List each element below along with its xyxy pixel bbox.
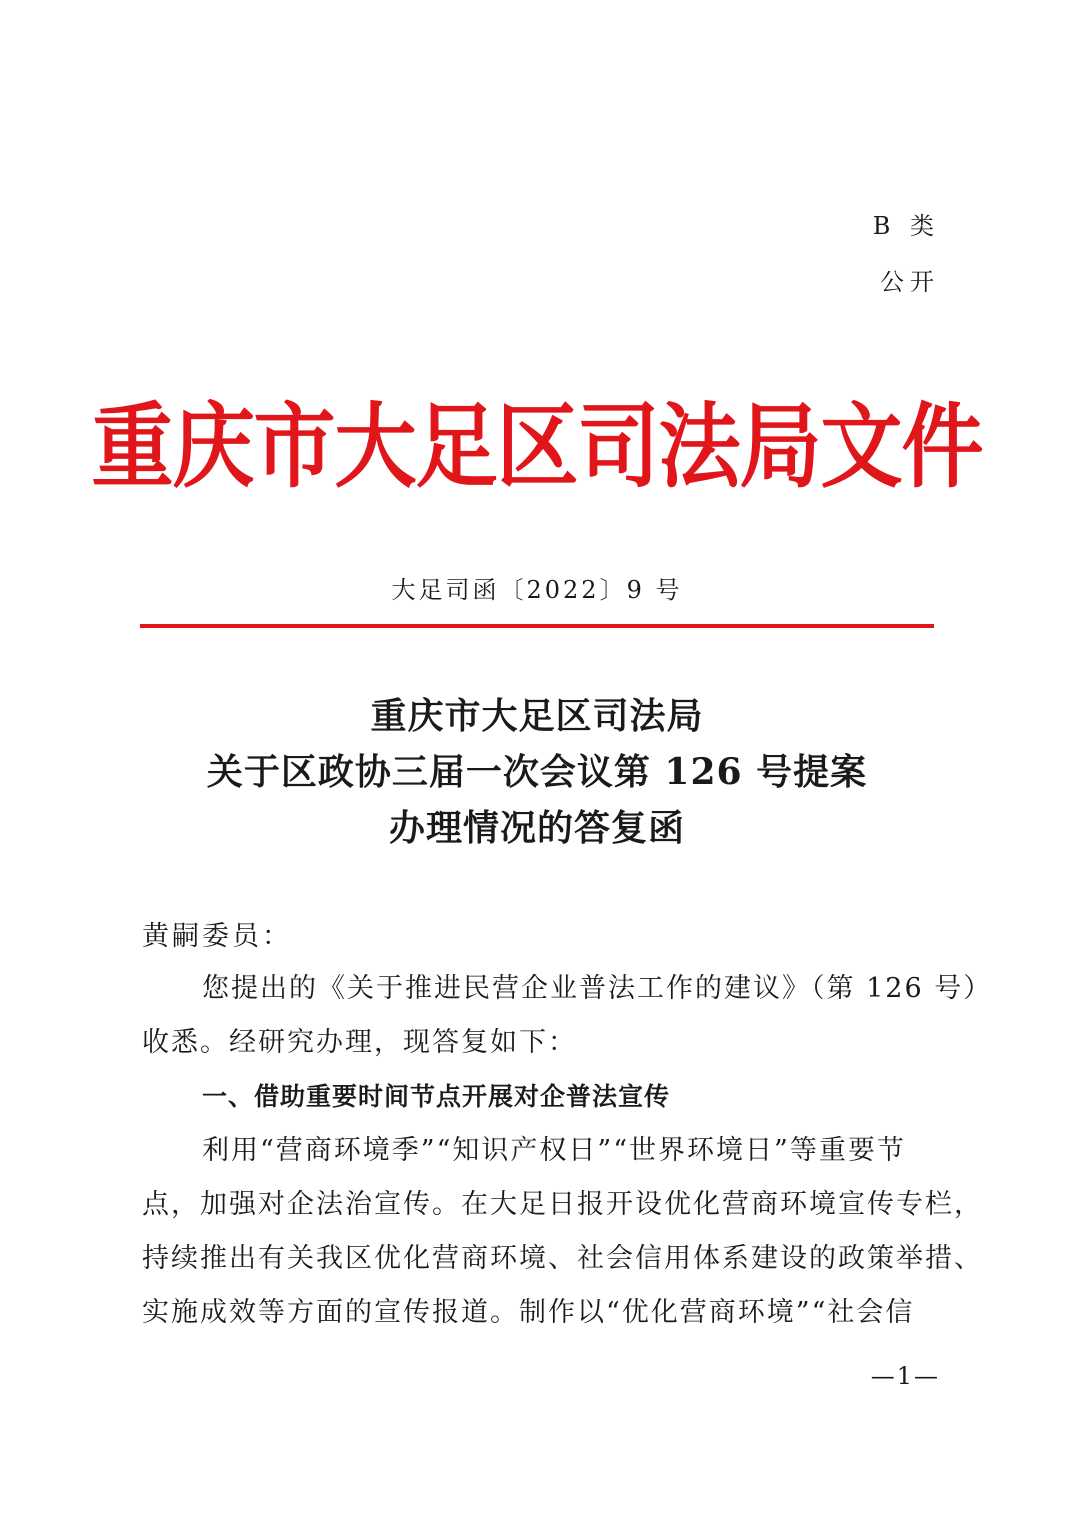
classification-label: B 类	[872, 212, 940, 240]
section-heading-1: 一、借助重要时间节点开展对企普法宣传	[202, 1082, 671, 1111]
document-masthead: 重庆市大足区司法局文件	[91, 393, 983, 501]
paragraph-1	[142, 962, 993, 1070]
paragraph-2-line-2: 点，加强对企法治宣传。在大足日报开设优化营商环境宣传专栏，	[142, 1189, 983, 1220]
paragraph-2	[142, 1124, 983, 1340]
salutation: 黄嗣委员：	[142, 921, 292, 952]
paragraph-1-line-2: 收悉。经研究办理，现答复如下：	[142, 1027, 577, 1058]
red-divider-line	[140, 624, 934, 628]
paragraph-2-line-4: 实施成效等方面的宣传报道。制作以“优化营商环境”“社会信	[142, 1297, 915, 1328]
paragraph-1-line-1: 您提出的《关于推进民营企业普法工作的建议》（第 126 号）	[202, 973, 993, 1004]
page-number: —1—	[870, 1362, 940, 1390]
paragraph-2-line-1: 利用“营商环境季”“知识产权日”“世界环境日”等重要节	[202, 1135, 906, 1166]
document-title-line-1: 重庆市大足区司法局	[370, 695, 704, 737]
document-title-line-3: 办理情况的答复函	[388, 807, 685, 849]
document-title-line-2: 关于区政协三届一次会议第 126 号提案	[206, 751, 868, 793]
document-number: 大足司函〔2022〕9 号	[391, 576, 683, 604]
paragraph-2-line-3: 持续推出有关我区优化营商环境、社会信用体系建设的政策举措、	[142, 1243, 983, 1274]
disclosure-label: 公开	[880, 268, 940, 296]
